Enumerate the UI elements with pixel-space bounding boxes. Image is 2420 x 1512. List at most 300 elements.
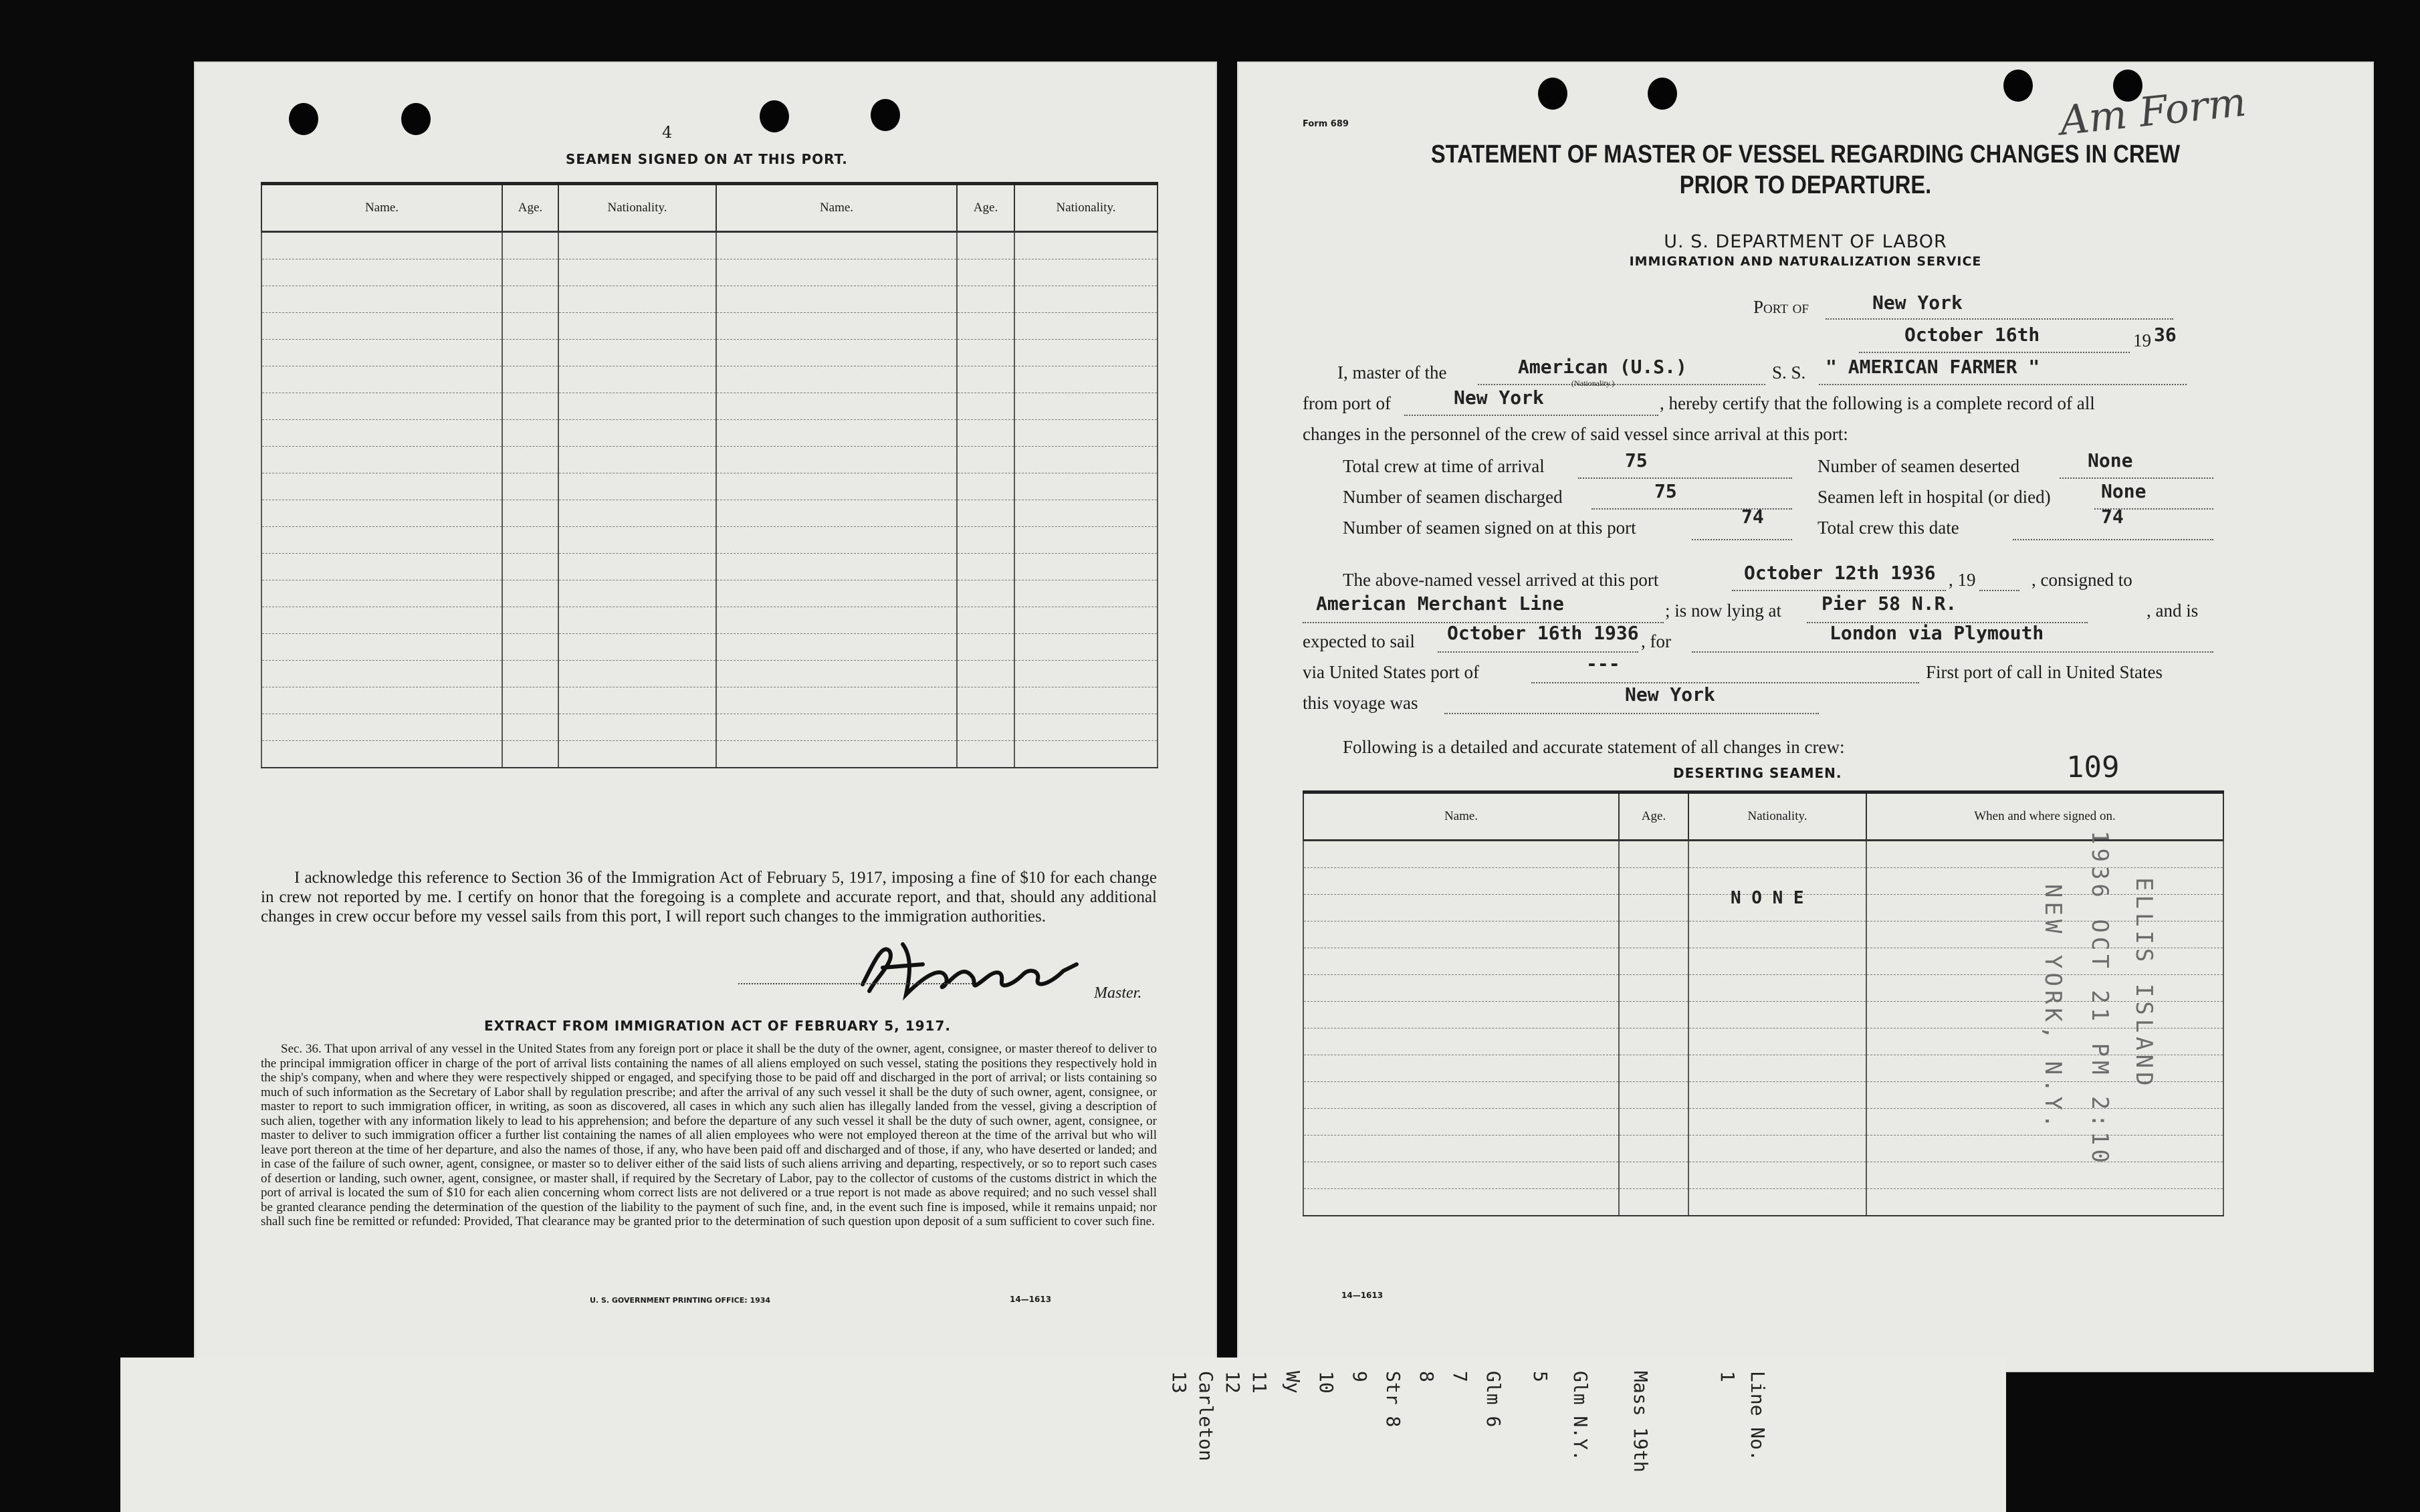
table-cell [558,232,716,259]
table-cell [1303,1162,1619,1189]
certify-text: , hereby certify that the following is a complete record of all [1660,393,2095,413]
nationality-caption: (Nationality.) [1571,379,1615,388]
table-cell [1619,895,1688,922]
total-this-date-label: Total crew this date [1818,518,1959,538]
strip-label: 12 [1222,1371,1244,1394]
voyage-value: New York [1625,683,1715,706]
table-cell [1866,1189,2223,1216]
ss-label: S. S. [1772,362,1806,383]
strip-label: Glm N.Y. [1569,1371,1591,1461]
port-label: Port of [1753,297,1809,317]
strip-label: 9 [1349,1371,1371,1382]
department: U. S. DEPARTMENT OF LABOR [1664,231,1947,252]
table-cell [1303,841,1619,868]
table-cell [716,527,957,554]
table-cell [1014,340,1158,366]
and-is: , and is [2147,601,2199,621]
table-cell [261,580,502,607]
table-cell [1303,1109,1619,1136]
column-header: Name. [1303,792,1619,841]
via-value: --- [1586,653,1620,675]
table-cell [957,447,1014,473]
punch-hole [289,103,318,135]
column-header: Nationality. [558,184,716,232]
acknowledgment-text: I acknowledge this reference to Section 36 of the Immigration Act of February 5, 1917, imposing a fine of $10 for each change in crew not reported by me. I certify on honor that the foregoing is a complete and accurate report, and that, should any additional changes in crew occur before my vessel sails from this port, I will report such changes to the immigration authorities. [261,869,1157,926]
table-row [261,580,1158,607]
table-cell [1619,1162,1688,1189]
year-suffix: 36 [2154,324,2177,346]
table-cell [1303,1029,1619,1055]
deserted-value: None [2088,449,2133,471]
table-cell [716,393,957,420]
table-cell [558,607,716,634]
master-signature [849,931,1090,1004]
table-cell [1014,527,1158,554]
table-cell [261,473,502,500]
column-header: Name. [261,184,502,232]
lying-label: ; is now lying at [1665,601,1781,621]
table-row [261,554,1158,580]
table-cell [716,286,957,313]
column-header: Nationality. [1688,792,1866,841]
table-row [261,259,1158,286]
master-of-label: I, master of the [1337,362,1447,383]
table-cell [1303,1055,1619,1082]
table-cell [1014,366,1158,393]
table-cell [1303,868,1619,895]
total-crew-arrival-value: 75 [1625,449,1648,471]
table-cell [558,473,716,500]
strip-label: Mass 19th [1630,1371,1652,1473]
table-cell [1014,714,1158,741]
table-cell [1014,473,1158,500]
table-cell [502,366,558,393]
strip-label: 5 [1529,1371,1551,1382]
table-cell [261,232,502,259]
table-cell [716,313,957,340]
table-row [261,500,1158,527]
table-row [261,393,1158,420]
table-cell [716,420,957,447]
table-cell [261,634,502,661]
table-cell [261,607,502,634]
total-this-date-value: 74 [2101,506,2124,528]
table-cell [1303,948,1619,975]
punch-hole [871,99,900,131]
table-row [1303,1189,2223,1216]
table-cell [1619,1002,1688,1029]
table-cell [957,259,1014,286]
table-cell [261,554,502,580]
form-label: Form 689 [1303,119,1349,129]
form-code: 14—1613 [1010,1295,1052,1304]
table-cell [502,580,558,607]
table-cell [957,607,1014,634]
strip-label: 8 [1416,1371,1438,1382]
form-title: STATEMENT OF MASTER OF VESSEL REGARDING CHANGES IN CREW [1430,140,2181,169]
table-cell [558,714,716,741]
certify-text-2: changes in the personnel of the crew of said vessel since arrival at this port: [1303,424,1848,444]
voyage-label: this voyage was [1303,693,1418,713]
stamp-location: NEW YORK, N.Y. [2040,884,2066,1132]
table-cell [1866,841,2223,868]
first-port-label: First port of call in United States [1926,662,2163,682]
table-cell [1619,922,1688,948]
table-cell [558,313,716,340]
table-cell [957,313,1014,340]
total-crew-arrival-label: Total crew at time of arrival [1343,456,1545,476]
strip-label: 10 [1315,1371,1337,1394]
table-cell [261,313,502,340]
table-cell [957,500,1014,527]
table-row [1303,922,2223,948]
table-cell [558,366,716,393]
table-cell [502,527,558,554]
right-page [1237,62,2374,1372]
table-cell [1866,1162,2223,1189]
table-cell [1303,895,1619,922]
table-cell [261,714,502,741]
seamen-signed-on-table [261,182,1158,768]
deserted-field [2060,456,2213,479]
table-cell [502,447,558,473]
signature-line [738,983,972,984]
table-cell [1866,1136,2223,1162]
ellis-island-stamp: ELLIS ISLAND [2130,877,2157,1090]
table-cell [1303,1002,1619,1029]
table-cell [558,420,716,447]
strip-label: Line No. [1747,1371,1769,1461]
section-36-text: Sec. 36. That upon arrival of any vessel in the United States from any foreign port or place it shall be the duty of the owner, agent, consignee, or master thereof to deliver to the principal immigration officer in charge of the port of arrival lists containing the names of all aliens employed on such vessel, stating the positions they respectively hold in the ship's company, when and where they were respectively shipped or engaged, and specifying those to be paid off and discharged in the port of arrival; or lists containing so much of such information as the Secretary of Labor shall by regulation prescribe; and after the arrival of any such vessel it shall be the duty of such owner, agent, consignee, or master to report to such immigration officer, in writing, as soon as discovered, all cases in which any such alien has illegally landed from the vessel, giving a description of such alien, together with any information likely to lead to his apprehension; and before the departure of any such vessel it shall be the duty of such owner, agent, consignee, or master to deliver to such immigration officer a further list containing the names of all alien employees who were not employed thereon at the time of the arrival but who will leave port thereon at the time of her departure, and also the names of those, if any, who have been paid off and discharged and of those, if any, who have deserted or landed; and in case of the failure of such owner, agent, consignee, or master so to deliver either of the said lists of such aliens arriving and departing, respectively, or so to report such cases of desertion or landing, such owner, agent, consignee, or master shall, if required by the Secretary of Labor, pay to the collector of customs of the customs district in which the port of arrival is located the sum of $10 for each alien concerning whom correct lists are not delivered or a true report is not made as above required; and no such vessel shall be granted clearance pending the determination of the question of the liability to the payment of such fine, and, in the event such fine is imposed, while it remains unpaid; nor shall such fine be remitted or refunded: Provided, That clearance may be granted prior to the determination of such question upon deposit of a sum sufficient to cover such fine. [261,1042,1157,1228]
table-cell [1014,447,1158,473]
table-cell [716,447,957,473]
table-cell [502,661,558,687]
table-cell [558,634,716,661]
table-row [261,607,1158,634]
table-cell [957,714,1014,741]
following-label: Following is a detailed and accurate statement of all changes in crew: [1343,737,1845,757]
column-header: Nationality. [1014,184,1158,232]
table-cell [558,661,716,687]
table-cell [261,527,502,554]
expected-label: expected to sail [1303,631,1415,651]
table-cell [1688,922,1866,948]
arrived-label: The above-named vessel arrived at this port [1343,570,1659,590]
deserting-title: DESERTING SEAMEN. [1673,765,1842,781]
table-cell [957,232,1014,259]
table-cell [957,687,1014,714]
table-row [261,687,1158,714]
table-cell [1619,841,1688,868]
table-cell [1303,1136,1619,1162]
nationality-value: American (U.S.) [1518,356,1687,378]
underlying-register-strip [120,1358,2006,1512]
table-cell [957,580,1014,607]
table-cell [558,286,716,313]
punch-hole [760,100,789,132]
table-cell [957,420,1014,447]
table-row [261,447,1158,473]
table-cell [502,340,558,366]
table-row [261,661,1158,687]
table-cell [1303,922,1619,948]
table-cell [502,473,558,500]
stamp-number: 109 [2066,750,2120,784]
table-row [261,714,1158,741]
table-cell [1014,393,1158,420]
table-cell [1619,868,1688,895]
column-header: Age. [1619,792,1688,841]
table-row [261,527,1158,554]
table-cell [558,393,716,420]
table-cell [261,741,502,768]
table-cell [1014,607,1158,634]
section-title: SEAMEN SIGNED ON AT THIS PORT. [566,151,848,167]
table-cell [1014,661,1158,687]
table-cell [716,340,957,366]
table-cell [957,661,1014,687]
service: IMMIGRATION AND NATURALIZATION SERVICE [1629,254,1982,269]
table-cell [1688,1002,1866,1029]
discharged-value: 75 [1654,480,1677,502]
table-row [261,634,1158,661]
table-cell [502,420,558,447]
table-cell [1619,948,1688,975]
table-cell [716,500,957,527]
table-cell [957,741,1014,768]
strip-label: 1 [1717,1371,1739,1382]
from-port-label: from port of [1303,393,1391,413]
table-cell [1303,1189,1619,1216]
table-cell [261,661,502,687]
table-cell [558,259,716,286]
table-cell [716,714,957,741]
table-row [1303,975,2223,1002]
table-cell [502,607,558,634]
table-row [1303,1002,2223,1029]
table-cell [1688,1082,1866,1109]
table-cell [1619,1082,1688,1109]
table-cell [1688,1029,1866,1055]
from-port-value: New York [1454,387,1544,409]
hospital-value: None [2101,480,2147,502]
date-value: October 16th [1904,324,2040,346]
table-cell [1014,634,1158,661]
arrived-year-field [1979,568,2019,591]
table-cell [1014,420,1158,447]
table-cell [558,580,716,607]
table-cell [957,393,1014,420]
table-cell [1619,975,1688,1002]
port-value: New York [1872,292,1963,314]
table-cell [1303,975,1619,1002]
table-cell [261,286,502,313]
table-cell [502,393,558,420]
table-cell [502,286,558,313]
table-cell [1688,1162,1866,1189]
master-label: Master. [1094,984,1142,1002]
table-cell [1619,1055,1688,1082]
table-row [261,473,1158,500]
table-cell [1014,554,1158,580]
table-cell [1688,1055,1866,1082]
table-cell [716,259,957,286]
table-cell [502,687,558,714]
table-cell [1014,500,1158,527]
strip-label: 13 [1168,1371,1190,1394]
printing-office: U. S. GOVERNMENT PRINTING OFFICE: 1934 [590,1296,771,1305]
table-cell [716,607,957,634]
table-cell [1014,232,1158,259]
table-cell [558,687,716,714]
table-cell [1688,1189,1866,1216]
table-cell [261,393,502,420]
table-cell [957,286,1014,313]
handwritten-note: Am Form [2058,78,2249,145]
table-cell [261,340,502,366]
table-cell [716,661,957,687]
table-cell [502,714,558,741]
table-cell [261,366,502,393]
table-cell [502,313,558,340]
form-subtitle: PRIOR TO DEPARTURE. [1679,171,1932,199]
table-cell [957,634,1014,661]
table-row [261,366,1158,393]
hospital-label: Seamen left in hospital (or died) [1818,487,2051,507]
deserted-label: Number of seamen deserted [1818,456,2020,476]
arrived-19: , 19 [1949,570,1976,590]
table-row [1303,1055,2223,1082]
table-row [261,232,1158,259]
table-cell [502,259,558,286]
signed-on-value: 74 [1741,506,1764,528]
table-cell [558,447,716,473]
table-row [1303,948,2223,975]
table-cell [558,741,716,768]
table-cell [716,741,957,768]
table-cell [716,634,957,661]
table-cell [1619,1136,1688,1162]
table-row [1303,1029,2223,1055]
table-cell [558,554,716,580]
table-cell [1014,259,1158,286]
form-code: 14—1613 [1341,1291,1384,1300]
pier-value: Pier 58 N.R. [1822,592,1957,615]
punch-hole [1648,78,1677,110]
table-row [1303,1109,2223,1136]
stamp-date: 1936 OCT 21 PM 2:10 [2086,831,2113,1167]
table-cell [1619,1029,1688,1055]
strip-label: 11 [1248,1371,1271,1394]
table-cell [716,473,957,500]
table-cell [1014,286,1158,313]
table-cell [1014,580,1158,607]
table-cell [957,554,1014,580]
left-page [194,62,1217,1372]
table-row [261,286,1158,313]
table-cell [502,500,558,527]
table-cell [1688,1136,1866,1162]
table-row [1303,1136,2223,1162]
column-header: Age. [957,184,1014,232]
strip-label: Glm 6 [1482,1371,1505,1428]
discharged-label: Number of seamen discharged [1343,487,1563,507]
column-header: Name. [716,184,957,232]
via-label: via United States port of [1303,662,1479,682]
table-cell [261,259,502,286]
table-cell [1014,313,1158,340]
table-row [261,741,1158,768]
table-cell [1619,1109,1688,1136]
table-cell [957,366,1014,393]
none-entry: N O N E [1731,888,1804,908]
table-cell [716,687,957,714]
table-row [1303,841,2223,868]
table-cell [1688,1109,1866,1136]
table-cell [1688,841,1866,868]
table-cell [716,232,957,259]
consigned-label: , consigned to [2031,570,2132,590]
column-header: When and where signed on. [1866,792,2223,841]
table-row [261,420,1158,447]
table-cell [1619,1189,1688,1216]
table-cell [716,366,957,393]
table-cell [502,741,558,768]
table-cell [558,340,716,366]
arrived-value: October 12th 1936 [1744,562,1936,584]
strip-label: Str 8 [1382,1371,1404,1428]
table-cell [716,554,957,580]
destination-value: London via Plymouth [1830,622,2044,644]
year-prefix: 19 [2133,330,2151,350]
table-cell [957,473,1014,500]
table-cell [261,687,502,714]
table-row [261,313,1158,340]
punch-hole [401,103,431,135]
table-cell [957,340,1014,366]
page-number: 4 [662,123,673,142]
extract-title: EXTRACT FROM IMMIGRATION ACT OF FEBRUARY 5, 1917. [484,1018,951,1034]
table-cell [261,447,502,473]
table-cell [1014,741,1158,768]
total-crew-arrival-field [1578,456,1792,479]
table-cell [502,634,558,661]
punch-hole [2003,70,2033,102]
table-cell [558,527,716,554]
table-cell [1303,1082,1619,1109]
signed-on-label: Number of seamen signed on at this port [1343,518,1636,538]
table-cell [558,500,716,527]
table-cell [502,554,558,580]
consignee-value: American Merchant Line [1316,592,1564,615]
strip-label: Carleton [1195,1371,1217,1461]
punch-hole [1538,78,1567,110]
table-cell [1688,975,1866,1002]
column-header: Age. [502,184,558,232]
table-row [1303,1162,2223,1189]
table-cell [261,500,502,527]
strip-label: 7 [1449,1371,1471,1382]
table-cell [502,232,558,259]
for-label: , for [1641,631,1671,651]
table-cell [261,420,502,447]
table-cell [716,580,957,607]
table-cell [1688,948,1866,975]
table-row [1303,1082,2223,1109]
ship-name: " AMERICAN FARMER " [1826,356,2040,378]
sail-date-value: October 16th 1936 [1447,622,1639,644]
strip-label: Wy [1282,1371,1304,1394]
